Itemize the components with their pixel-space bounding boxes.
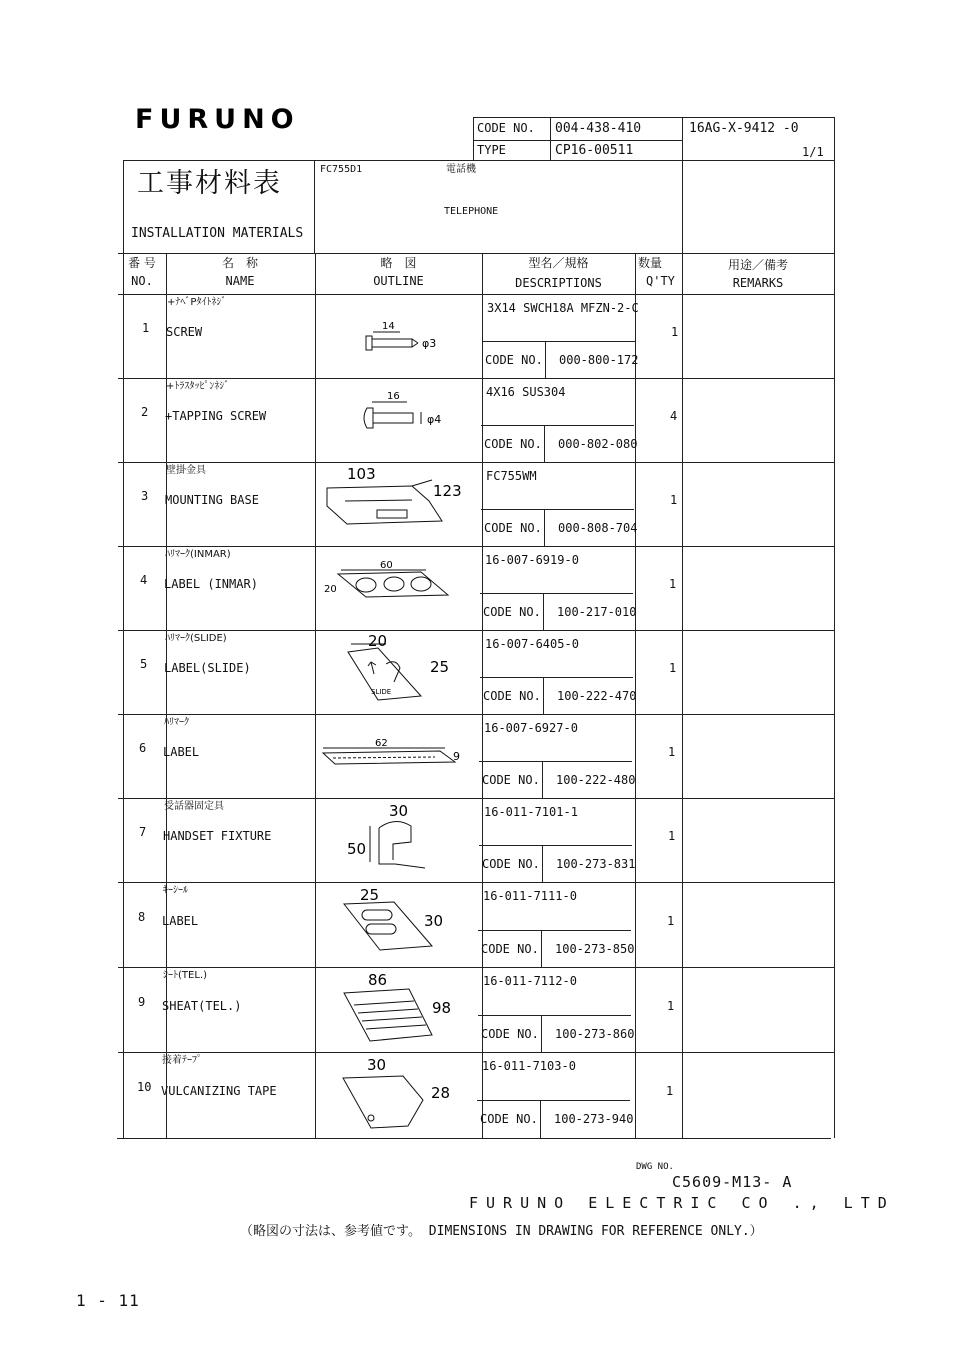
item-code-label: CODE NO.	[482, 773, 540, 787]
item-outline-drawing	[314, 886, 474, 963]
item-name-jp: ｼｰﾄ(TEL.)	[163, 970, 207, 981]
item-name-jp: ﾊﾘﾏｰｸ(SLIDE)	[165, 633, 227, 644]
item-name-en: SHEAT(TEL.)	[162, 999, 242, 1013]
dimension-label: 30	[424, 912, 444, 930]
item-code-label: CODE NO.	[484, 437, 542, 451]
dimension-label: φ4	[427, 413, 442, 426]
item-name-jp: 壁掛金具	[166, 465, 206, 476]
header-code-value: 004-438-410	[555, 121, 642, 136]
item-description: 16-011-7112-0	[483, 974, 577, 988]
equipment-jp: 電話機	[446, 164, 476, 175]
item-quantity: 1	[668, 745, 676, 759]
item-number: 4	[140, 573, 148, 587]
item-name-jp: +ﾄﾗｽﾀｯﾋﾟﾝﾈｼﾞ	[166, 381, 230, 392]
item-quantity: 1	[666, 1084, 674, 1098]
col-outline-en: OUTLINE	[373, 274, 424, 288]
equipment-en: TELEPHONE	[444, 206, 499, 217]
item-code-label: CODE NO.	[483, 605, 541, 619]
item-name-en: MOUNTING BASE	[165, 493, 259, 507]
col-no-en: NO.	[131, 274, 153, 288]
item-quantity: 4	[670, 409, 678, 423]
item-description: FC755WM	[486, 469, 537, 483]
item-name-en: LABEL	[163, 745, 200, 759]
col-no-jp: 番 号	[128, 256, 156, 270]
title-jp: 工事材料表	[137, 168, 282, 199]
item-description: 16-007-6919-0	[485, 553, 579, 567]
item-outline-drawing	[316, 550, 476, 626]
reference-note: （略図の寸法は、参考値です。 DIMENSIONS IN DRAWING FOR REFERENCE ONLY.）	[240, 1224, 763, 1239]
title-en: INSTALLATION MATERIALS	[131, 226, 304, 241]
item-code-value: 000-802-080	[558, 437, 638, 451]
item-description: 3X14 SWCH18A MFZN-2-C	[487, 301, 639, 315]
dimension-label: 60	[380, 560, 393, 571]
col-remarks-en: REMARKS	[732, 276, 784, 290]
col-name-en: NAME	[225, 274, 255, 288]
model-number: FC755D1	[320, 164, 363, 175]
item-quantity: 1	[667, 914, 675, 928]
item-number: 5	[140, 657, 148, 671]
item-code-value: 100-222-480	[556, 773, 636, 787]
item-outline-drawing	[315, 718, 475, 794]
item-name-en: LABEL (INMAR)	[164, 577, 258, 591]
item-outline-drawing	[315, 802, 475, 878]
item-name-jp: ｷｰｼｰﾙ	[163, 885, 188, 896]
dimension-label: 16	[387, 391, 400, 402]
item-description: 16-007-6927-0	[484, 721, 578, 735]
item-name-en: HANDSET FIXTURE	[163, 829, 272, 843]
dimension-label: 30	[389, 802, 409, 820]
item-number: 8	[138, 910, 146, 924]
item-description: 16-007-6405-0	[485, 637, 579, 651]
item-code-label: CODE NO.	[485, 353, 543, 367]
item-name-en: SCREW	[166, 325, 203, 339]
item-number: 9	[138, 995, 146, 1009]
company-name: FURUNO ELECTRIC CO ., LTD	[469, 1194, 895, 1212]
item-code-label: CODE NO.	[483, 689, 541, 703]
dimension-label: 9	[453, 750, 460, 763]
col-remarks-jp: 用途／備考	[727, 258, 788, 272]
item-name-jp: +ﾅﾍﾞPﾀｲﾄﾈｼﾞ	[167, 297, 227, 308]
item-name-en: LABEL(SLIDE)	[164, 661, 251, 675]
item-outline-drawing	[316, 634, 476, 710]
col-qty-en: Q'TY	[646, 274, 675, 288]
item-number: 1	[142, 321, 150, 335]
header-code-label: CODE NO.	[477, 121, 535, 135]
item-quantity: 1	[667, 999, 675, 1013]
item-number: 3	[141, 489, 149, 503]
col-outline-jp: 略 図	[380, 256, 417, 270]
item-name-jp: 受話器固定具	[164, 801, 224, 812]
item-name-en: VULCANIZING TAPE	[161, 1084, 277, 1098]
item-code-value: 100-273-850	[555, 942, 635, 956]
page-number: 1 - 11	[76, 1291, 140, 1310]
item-outline-drawing	[318, 298, 478, 374]
item-name-jp: 接着ﾃｰﾌﾟ	[162, 1055, 202, 1066]
item-number: 2	[141, 405, 149, 419]
item-quantity: 1	[670, 493, 678, 507]
item-name-en: +TAPPING SCREW	[165, 409, 267, 423]
header-type-label: TYPE	[477, 143, 506, 157]
dwg-no-value: C5609-M13- A	[672, 1173, 793, 1191]
item-code-value: 000-800-172	[559, 353, 639, 367]
item-description: 16-011-7111-0	[483, 889, 577, 903]
item-outline-drawing	[317, 382, 477, 458]
item-code-value: 100-273-940	[554, 1112, 634, 1126]
dimension-label: 62	[375, 738, 388, 749]
drawing-ref: 16AG-X-9412 -0	[689, 121, 799, 136]
dimension-label: 123	[433, 482, 462, 500]
dimension-label: 25	[360, 886, 380, 904]
dimension-label: 86	[368, 971, 388, 989]
item-quantity: 1	[668, 829, 676, 843]
item-code-value: 000-808-704	[558, 521, 638, 535]
item-outline-drawing	[317, 466, 477, 542]
dimension-label: 50	[347, 840, 367, 858]
col-desc-en: DESCRIPTIONS	[515, 276, 602, 290]
dimension-label: 20	[368, 634, 388, 650]
item-code-value: 100-273-831	[556, 857, 636, 871]
col-name-jp: 名 称	[221, 256, 258, 270]
item-code-value: 100-222-470	[557, 689, 637, 703]
sheet-number: 1/1	[802, 145, 824, 159]
item-code-label: CODE NO.	[484, 521, 542, 535]
col-qty-jp: 数量	[638, 256, 663, 270]
item-number: 10	[137, 1080, 152, 1094]
logo-text: FURUNO	[135, 106, 300, 132]
dimension-label: 28	[431, 1084, 451, 1102]
dwg-no-label: DWG NO.	[636, 1162, 674, 1172]
item-code-value: 100-273-860	[555, 1027, 635, 1041]
furuno-logo	[135, 106, 371, 132]
dimension-label: φ3	[422, 337, 437, 350]
item-name-jp: ﾊﾘﾏｰｸ	[164, 717, 189, 728]
dimension-label: 20	[324, 584, 337, 595]
item-quantity: 1	[669, 661, 677, 675]
item-description: 16-011-7101-1	[484, 805, 578, 819]
dimension-label: 103	[347, 466, 376, 483]
dimension-label: SLIDE	[371, 688, 392, 696]
item-number: 7	[139, 825, 147, 839]
item-quantity: 1	[669, 577, 677, 591]
dimension-label: 14	[382, 321, 395, 332]
item-code-label: CODE NO.	[481, 1027, 539, 1041]
col-desc-jp: 型名／規格	[528, 256, 589, 270]
item-name-en: LABEL	[162, 914, 199, 928]
item-code-label: CODE NO.	[480, 1112, 538, 1126]
item-code-label: CODE NO.	[482, 857, 540, 871]
dimension-label: 30	[367, 1056, 387, 1074]
item-quantity: 1	[671, 325, 679, 339]
item-description: 16-011-7103-0	[482, 1059, 576, 1073]
header-type-value: CP16-00511	[555, 143, 634, 158]
dimension-label: 25	[430, 658, 450, 676]
item-code-label: CODE NO.	[481, 942, 539, 956]
item-number: 6	[139, 741, 147, 755]
dimension-label: 98	[432, 999, 452, 1017]
item-name-jp: ﾊﾘﾏｰｸ(INMAR)	[165, 549, 231, 560]
item-description: 4X16 SUS304	[486, 385, 566, 399]
item-outline-drawing	[313, 1056, 473, 1134]
item-outline-drawing	[314, 971, 474, 1048]
item-code-value: 100-217-010	[557, 605, 637, 619]
